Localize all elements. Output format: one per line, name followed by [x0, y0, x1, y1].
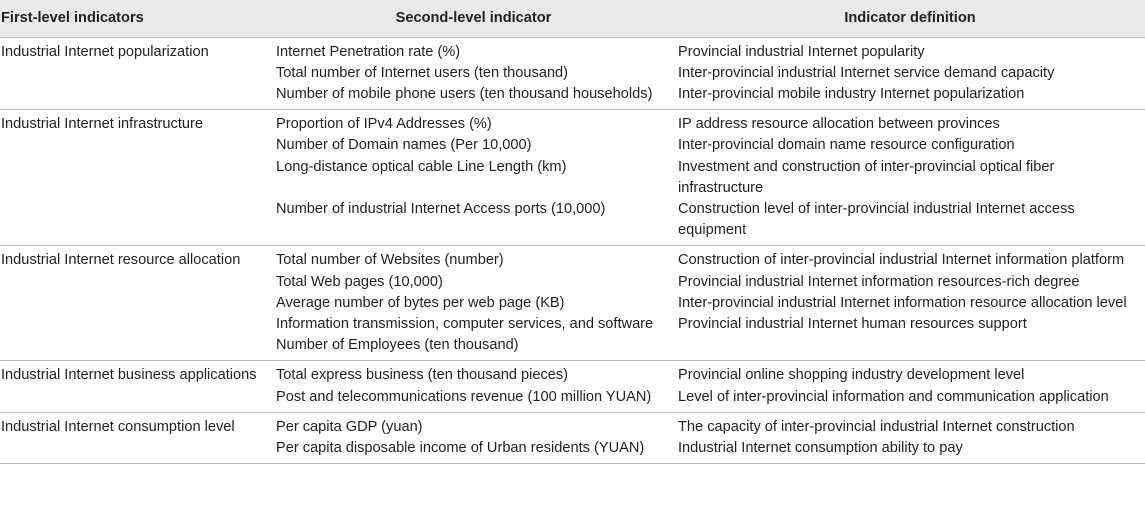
- first-level-cell: Industrial Internet infrastructure: [1, 116, 203, 133]
- definition-cell: [675, 361, 1145, 412]
- table-header: [0, 0, 1145, 37]
- second-level-item: Information transmission, computer services, and software: [276, 315, 654, 332]
- definition-cell: [675, 246, 1145, 361]
- definition-item: Construction level of inter-provincial industrial Internet access equipment: [678, 200, 1075, 239]
- second-level-item: Post and telecommunications revenue (100 million YUAN): [276, 388, 652, 405]
- second-level-item: Average number of bytes per web page (KB): [276, 294, 565, 311]
- second-level-cell: [272, 246, 675, 361]
- first-level-cell: Industrial Internet consumption level: [1, 418, 235, 435]
- definition-item: Provincial industrial Internet popularity: [678, 43, 925, 60]
- second-level-item: Total express business (ten thousand pieces): [276, 367, 569, 384]
- definition-item: Inter-provincial mobile industry Internet popularization: [678, 85, 1025, 102]
- definition-item: Inter-provincial industrial Internet information resource allocation level: [678, 294, 1127, 311]
- first-level-cell: Industrial Internet business applications: [1, 367, 257, 384]
- second-level-item: Number of Employees (ten thousand): [276, 337, 519, 354]
- table-row: [0, 110, 1145, 246]
- second-level-cell: [272, 361, 675, 412]
- second-level-item: Per capita disposable income of Urban residents (YUAN): [276, 439, 645, 456]
- second-level-cell: [272, 412, 675, 463]
- definition-item: Inter-provincial domain name resource configuration: [678, 137, 1015, 154]
- table-row: [0, 361, 1145, 412]
- definition-item: Level of inter-provincial information and communication application: [678, 388, 1109, 405]
- second-level-item: Number of mobile phone users (ten thousand households): [276, 85, 653, 102]
- second-level-item: Internet Penetration rate (%): [276, 43, 461, 60]
- table-row: [0, 246, 1145, 361]
- second-level-item: Per capita GDP (yuan): [276, 418, 423, 435]
- second-level-item: Total number of Internet users (ten thousand): [276, 64, 569, 81]
- second-level-item: Number of industrial Internet Access ports (10,000): [276, 200, 606, 217]
- definition-item: Industrial Internet consumption ability to pay: [678, 439, 963, 456]
- definition-item: Inter-provincial industrial Internet service demand capacity: [678, 64, 1055, 81]
- header-definition: Indicator definition: [844, 9, 976, 26]
- table-body: [0, 37, 1145, 464]
- second-level-item: Long-distance optical cable Line Length (km): [276, 158, 567, 175]
- definition-item: IP address resource allocation between provinces: [678, 116, 1000, 133]
- definition-cell: [675, 412, 1145, 463]
- definition-item: Provincial industrial Internet human resources support: [678, 315, 1027, 332]
- table-row: [0, 37, 1145, 110]
- definition-item: Provincial industrial Internet information resources-rich degree: [678, 273, 1080, 290]
- table-row: [0, 412, 1145, 463]
- header-first-level: First-level indicators: [1, 9, 144, 26]
- definition-cell: [675, 110, 1145, 246]
- first-level-cell: Industrial Internet popularization: [1, 43, 209, 60]
- second-level-cell: [272, 110, 675, 246]
- definition-item: Construction of inter-provincial industrial Internet information platform: [678, 252, 1125, 269]
- second-level-item: Number of Domain names (Per 10,000): [276, 137, 532, 154]
- first-level-cell: Industrial Internet resource allocation: [1, 252, 241, 269]
- header-second-level: Second-level indicator: [395, 9, 552, 26]
- definition-item: The capacity of inter-provincial industrial Internet construction: [678, 418, 1075, 435]
- definition-cell: [675, 37, 1145, 110]
- definition-item: Provincial online shopping industry development level: [678, 367, 1025, 384]
- definition-item: Investment and construction of inter-provincial optical fiber infrastructure: [678, 158, 1055, 196]
- second-level-item: Total number of Websites (number): [276, 252, 504, 269]
- second-level-item: Proportion of IPv4 Addresses (%): [276, 116, 492, 133]
- header-row: [0, 0, 1145, 37]
- second-level-item: Total Web pages (10,000): [276, 273, 443, 290]
- second-level-cell: [272, 37, 675, 110]
